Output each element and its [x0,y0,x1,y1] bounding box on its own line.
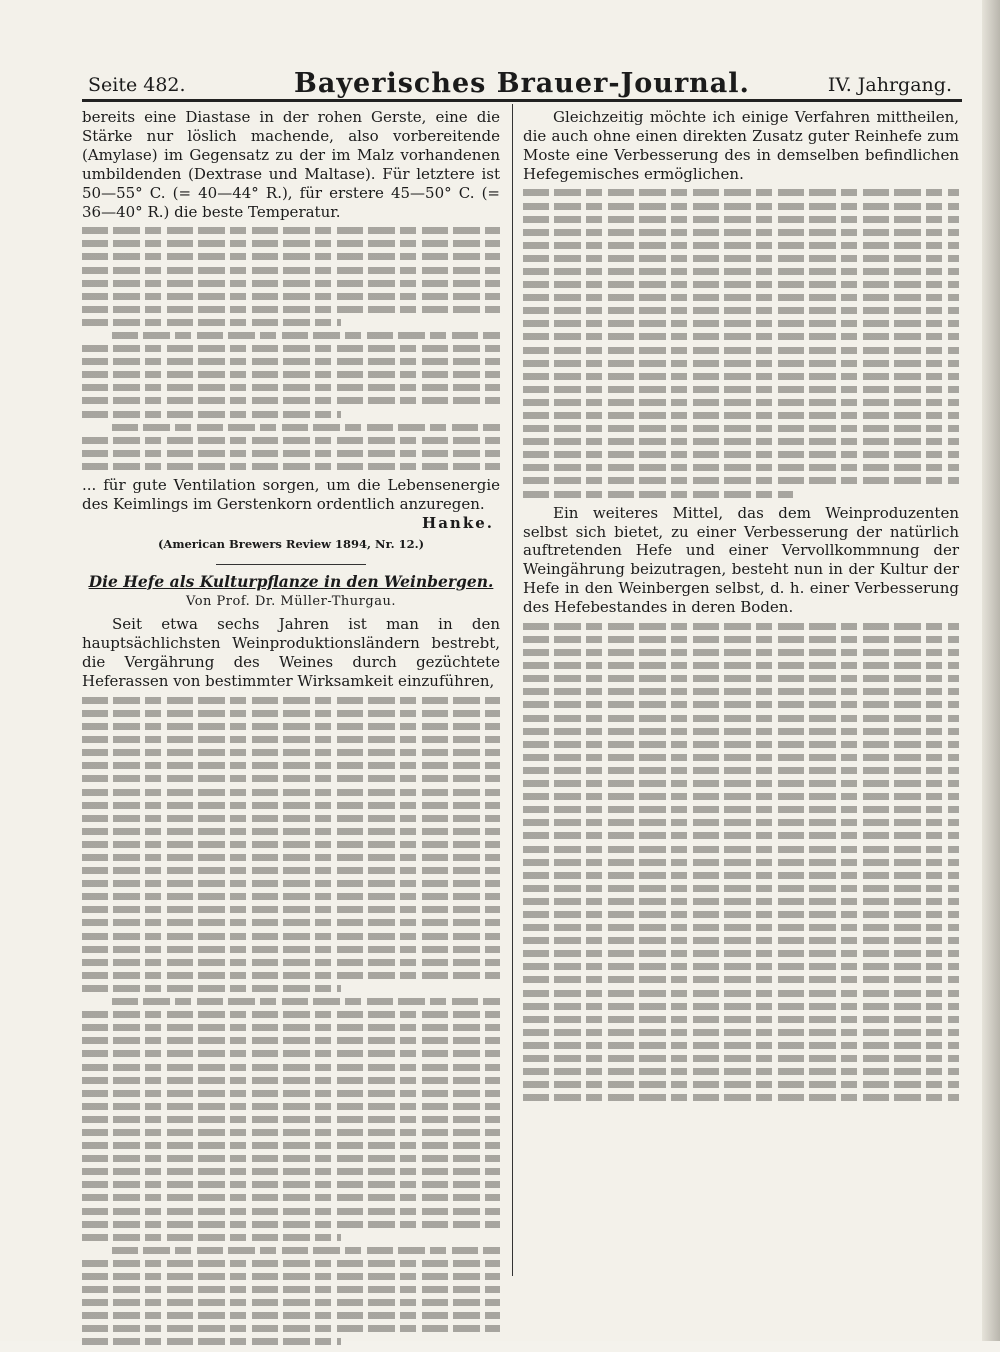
journal-title: Bayerisches Brauer-Journal. [294,68,750,99]
article-signature: Hanke. [422,513,494,532]
unreadable-text-block [523,623,959,1101]
article-title: Die Hefe als Kulturpflanze in den Weinbergen. [88,571,494,591]
unreadable-text-block [82,227,500,470]
unreadable-text-block [523,189,959,497]
source-citation: (American Brewers Review 1894, Nr. 12.) [157,536,425,551]
left-column [82,108,500,1352]
article-opening: Seit etwa sechs Jahren ist man in den hauptsächlichsten Weinproduktionsländern bestrebt, die Vergährung des Weines durch gezüchtete Heferassen von bestimmter Wirksamkeit einzuführen, [82,615,500,691]
right-opening: Gleichzeitig möchte ich einige Verfahren mittheilen, die auch ohne einen direkten Zusatz guter Reinhefe zum Moste eine Verbesserung des in demselben befindlichen Hefegemisches ermöglichen. [523,108,959,183]
header-rule [82,99,962,102]
page-number: Seite 482. [88,74,186,96]
column-divider [512,104,513,1276]
page-binding-shadow [982,0,1000,1341]
unreadable-text-block [82,697,500,1346]
section-separator [216,564,366,565]
article-author: Von Prof. Dr. Müller-Thurgau. [186,593,396,609]
volume-label: IV. Jahrgang. [827,74,952,96]
page-header [82,64,962,104]
right-second-paragraph: Ein weiteres Mittel, das dem Weinproduzenten selbst sich bietet, zu einer Verbesserung der natürlich auftretenden Hefe und einer Vervollkommnung der Weingährung beizutragen, besteht nun in der Kultur der Hefe in den Weinbergen selbst, d. h. einer Verbesserung des Hefebestandes in deren Boden. [523,503,959,617]
right-column [523,108,959,1107]
intro-ending: ... für gute Ventilation sorgen, um die Lebensenergie des Keimlings im Gerstenkorn ordentlich anzuregen. [82,476,500,513]
intro-paragraph: bereits eine Diastase in der rohen Gerste, eine die Stärke nur löslich machende, also vorbereitende (Amylase) im Gegensatz zu der im Malz vorhandenen umbildenden (Dextrase und Maltase). Für letztere ist 50—55° C. (= 40—44° R.), für erstere 45—50° C. (= 36—40° R.) die beste Temperatur. [82,108,500,221]
